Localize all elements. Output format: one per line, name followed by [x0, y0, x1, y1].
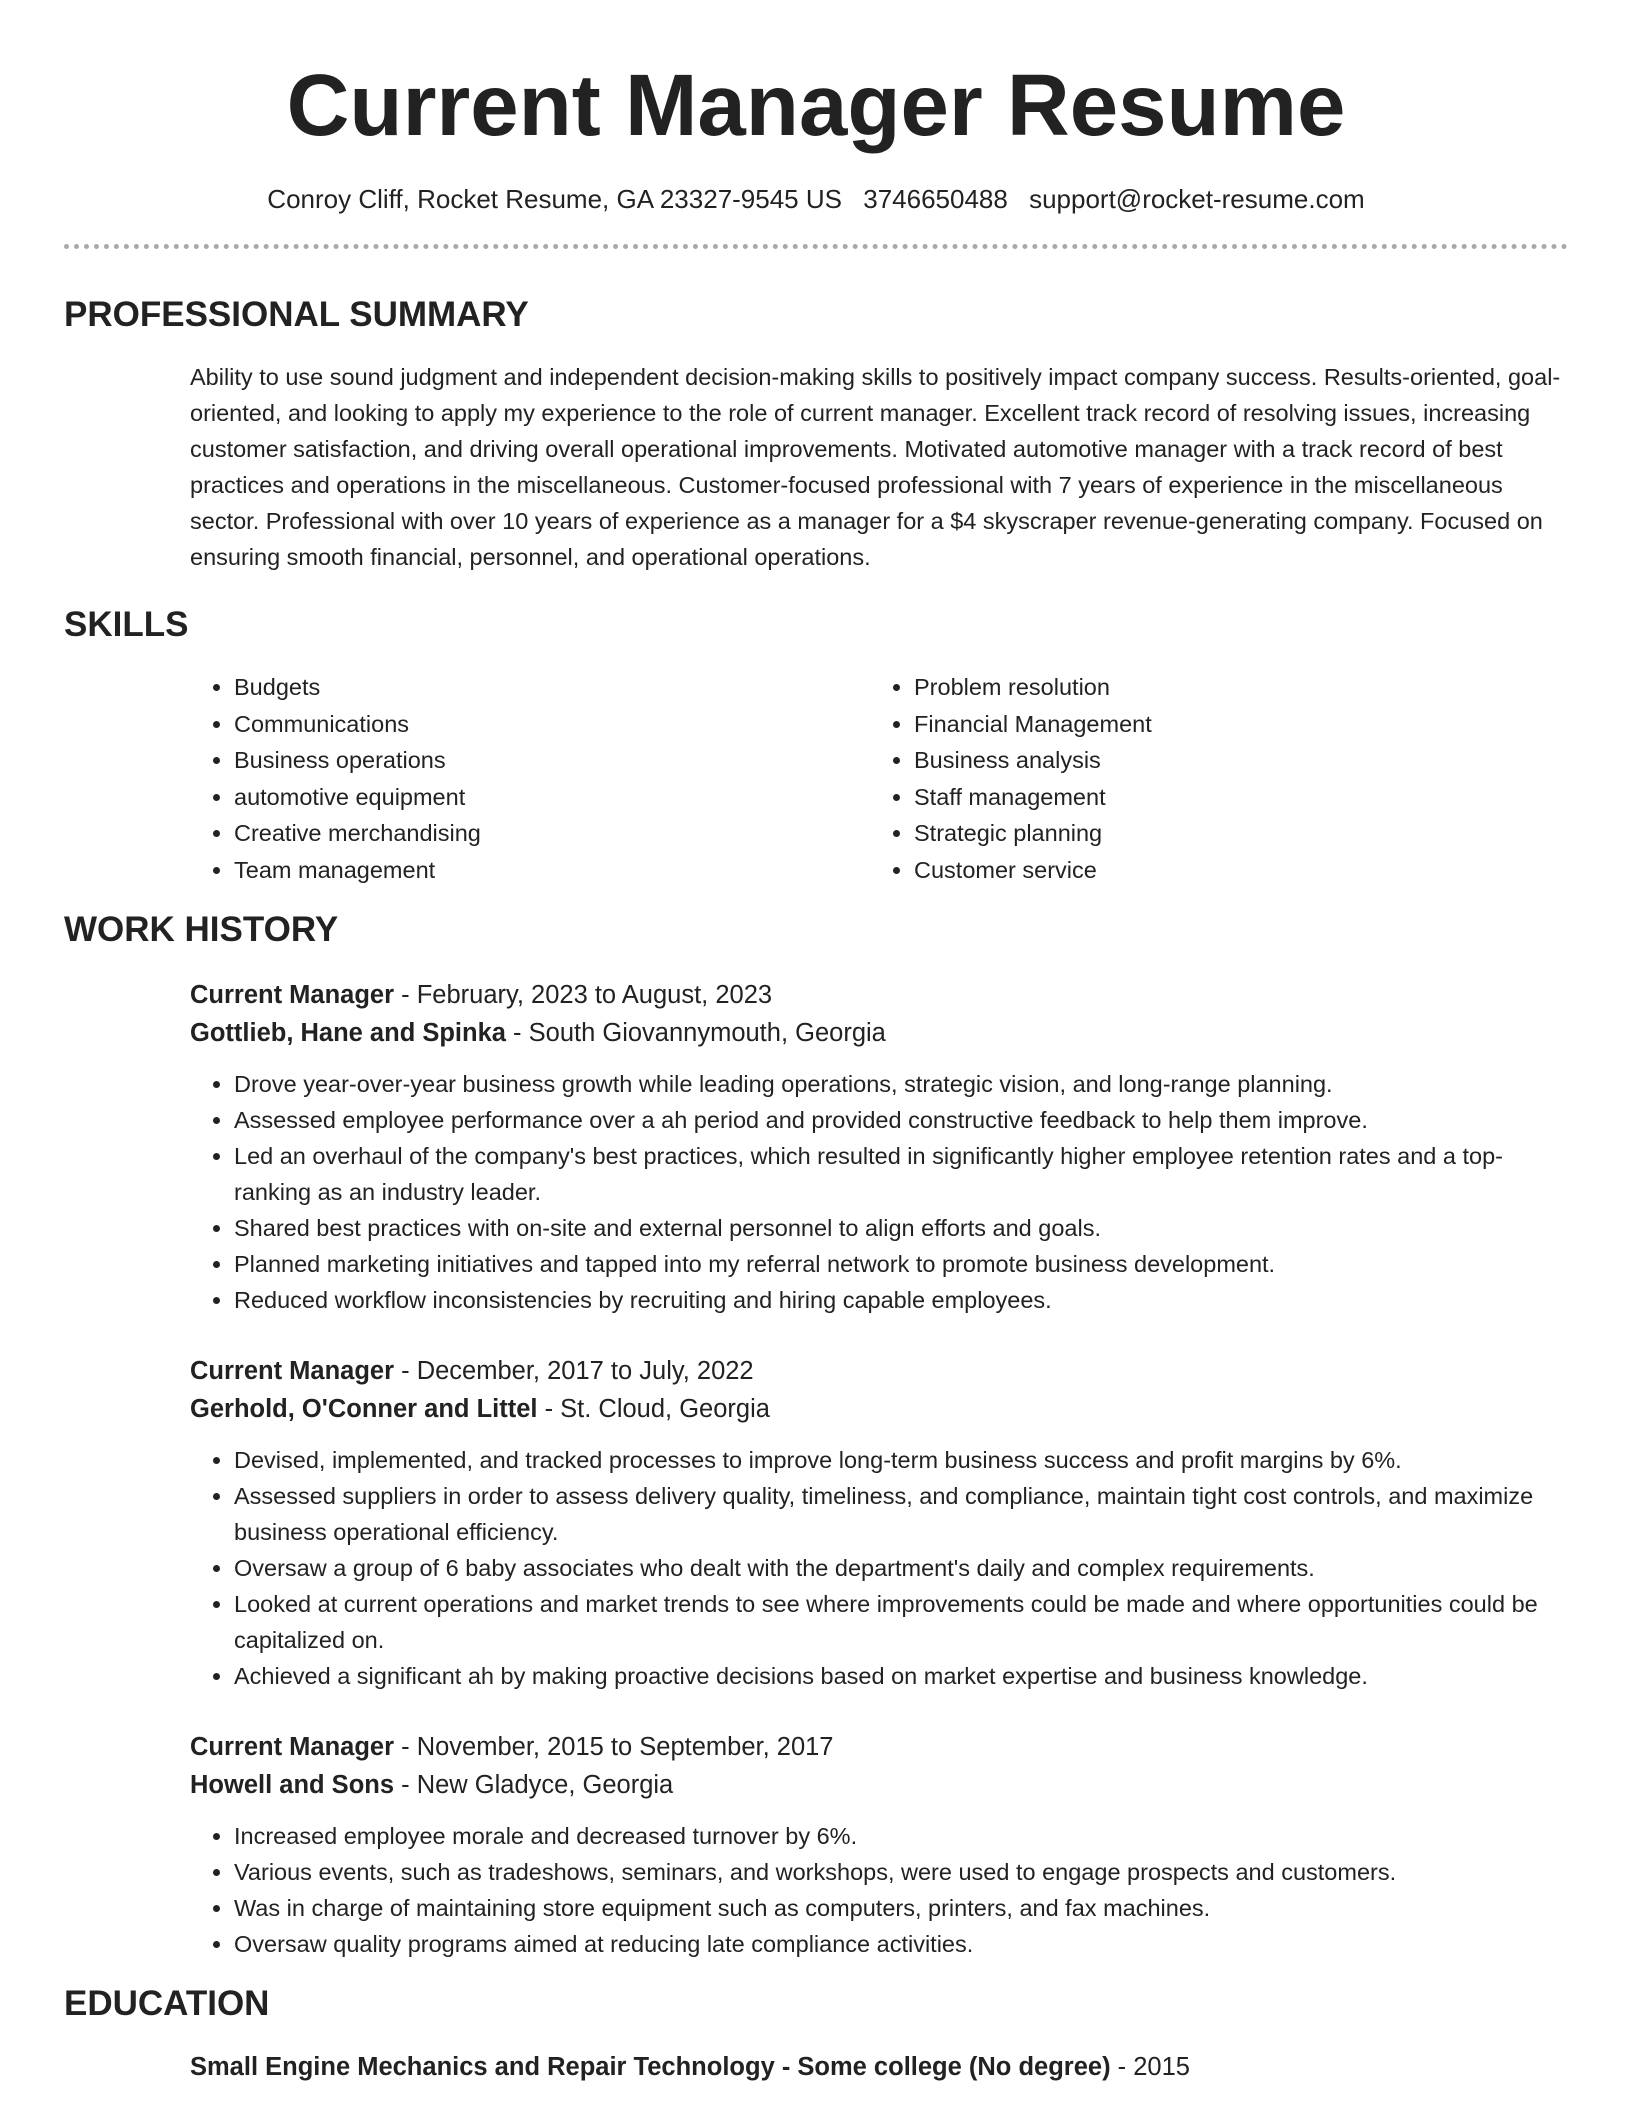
job-entry: [190, 1352, 1568, 1694]
job-location: - New Gladyce, Georgia: [394, 1771, 674, 1799]
contact-email: support@rocket-resume.com: [1029, 184, 1365, 214]
job-bullet: • Was in charge of maintaining store equipment such as computers, printers, and fax machines.: [234, 1890, 1568, 1926]
job-company-line: [190, 1766, 1568, 1804]
job-bullet: • Oversaw quality programs aimed at reducing late compliance activities.: [234, 1926, 1568, 1962]
job-dates: - December, 2017 to July, 2022: [394, 1357, 754, 1385]
skill-item: • Business operations: [234, 742, 870, 779]
contact-phone: 3746650488: [863, 184, 1008, 214]
job-bullet: • Drove year-over-year business growth while leading operations, strategic vision, and long-range planning.: [234, 1066, 1568, 1102]
skills-list: [190, 669, 1568, 888]
job-bullet: • Various events, such as tradeshows, seminars, and workshops, were used to engage prospects and customers.: [234, 1854, 1568, 1890]
job-bullet: • Assessed suppliers in order to assess delivery quality, timeliness, and compliance, maintain tight cost controls, and maximize business operational efficiency.: [234, 1478, 1568, 1550]
job-bullets: [190, 1818, 1568, 1962]
job-entry: [190, 976, 1568, 1318]
skill-item: • automotive equipment: [234, 779, 870, 816]
skill-item: • Financial Management: [914, 706, 1550, 743]
skills-column-left: [190, 669, 870, 888]
contact-address: Conroy Cliff, Rocket Resume, GA 23327-9545 US: [267, 184, 842, 214]
education-degree: Small Engine Mechanics and Repair Technology - Some college (No degree): [190, 2053, 1111, 2081]
skill-item: • Budgets: [234, 669, 870, 706]
skill-item: • Customer service: [914, 852, 1550, 889]
skills-heading: SKILLS: [64, 605, 189, 644]
job-bullets: [190, 1066, 1568, 1318]
job-bullet: • Reduced workflow inconsistencies by recruiting and hiring capable employees.: [234, 1282, 1568, 1318]
skill-item: • Problem resolution: [914, 669, 1550, 706]
job-bullet: • Oversaw a group of 6 baby associates who dealt with the department's daily and complex requirements.: [234, 1550, 1568, 1586]
job-dates: - February, 2023 to August, 2023: [394, 981, 773, 1009]
skill-item: • Creative merchandising: [234, 815, 870, 852]
job-company-line: [190, 1014, 1568, 1052]
summary-heading: PROFESSIONAL SUMMARY: [64, 295, 529, 334]
job-company: Howell and Sons: [190, 1771, 395, 1799]
resume-title: Current Manager Resume: [286, 57, 1346, 154]
skill-item: • Business analysis: [914, 742, 1550, 779]
job-bullet: • Devised, implemented, and tracked processes to improve long-term business success and profit margins by 6%.: [234, 1442, 1568, 1478]
skill-item: • Staff management: [914, 779, 1550, 816]
job-bullet: • Assessed employee performance over a ah period and provided constructive feedback to help them improve.: [234, 1102, 1568, 1138]
header-divider: [64, 244, 1568, 249]
job-bullet: • Increased employee morale and decreased turnover by 6%.: [234, 1818, 1568, 1854]
job-location: - St. Cloud, Georgia: [537, 1395, 770, 1423]
skills-column-right: [870, 669, 1550, 888]
job-role-line: [190, 1728, 1568, 1766]
job-company: Gottlieb, Hane and Spinka: [190, 1019, 506, 1047]
job-role-line: [190, 976, 1568, 1014]
job-role-line: [190, 1352, 1568, 1390]
job-bullets: [190, 1442, 1568, 1694]
contact-line: [64, 182, 1568, 216]
job-bullet: • Planned marketing initiatives and tapped into my referral network to promote business development.: [234, 1246, 1568, 1282]
job-role: Current Manager: [190, 1357, 395, 1385]
education-year: - 2015: [1110, 2053, 1190, 2081]
job-company: Gerhold, O'Conner and Littel: [190, 1395, 538, 1423]
job-location: - South Giovannymouth, Georgia: [505, 1019, 886, 1047]
job-bullet: • Led an overhaul of the company's best practices, which resulted in significantly higher employee retention rates and a top-ranking as an industry leader.: [234, 1138, 1568, 1210]
skill-item: • Team management: [234, 852, 870, 889]
job-bullet: • Looked at current operations and market trends to see where improvements could be made and where opportunities could be capitalized on.: [234, 1586, 1568, 1658]
job-bullet: • Achieved a significant ah by making proactive decisions based on market expertise and business knowledge.: [234, 1658, 1568, 1694]
job-company-line: [190, 1390, 1568, 1428]
job-role: Current Manager: [190, 981, 395, 1009]
job-bullet: • Shared best practices with on-site and external personnel to align efforts and goals.: [234, 1210, 1568, 1246]
skill-item: • Strategic planning: [914, 815, 1550, 852]
job-entry: [190, 1728, 1568, 1962]
education-heading: EDUCATION: [64, 1984, 270, 2023]
job-role: Current Manager: [190, 1733, 395, 1761]
skill-item: • Communications: [234, 706, 870, 743]
summary-text: Ability to use sound judgment and independent decision-making skills to positively impact company success. Results-oriented, goal-oriented, and looking to apply my experience to the role of current manager. Excellent track record of resolving issues, increasing customer satisfaction, and driving overall operational improvements. Motivated automotive manager with a track record of best practices and operations in the miscellaneous. Customer-focused professional with 7 years of experience in the miscellaneous sector. Professional with over 10 years of experience as a manager for a $4 skyscraper revenue-generating company. Focused on ensuring smooth financial, personnel, and operational operations.: [190, 364, 1561, 570]
education-entry: [190, 2048, 1568, 2086]
work-history-heading: WORK HISTORY: [64, 910, 339, 949]
job-dates: - November, 2015 to September, 2017: [394, 1733, 834, 1761]
